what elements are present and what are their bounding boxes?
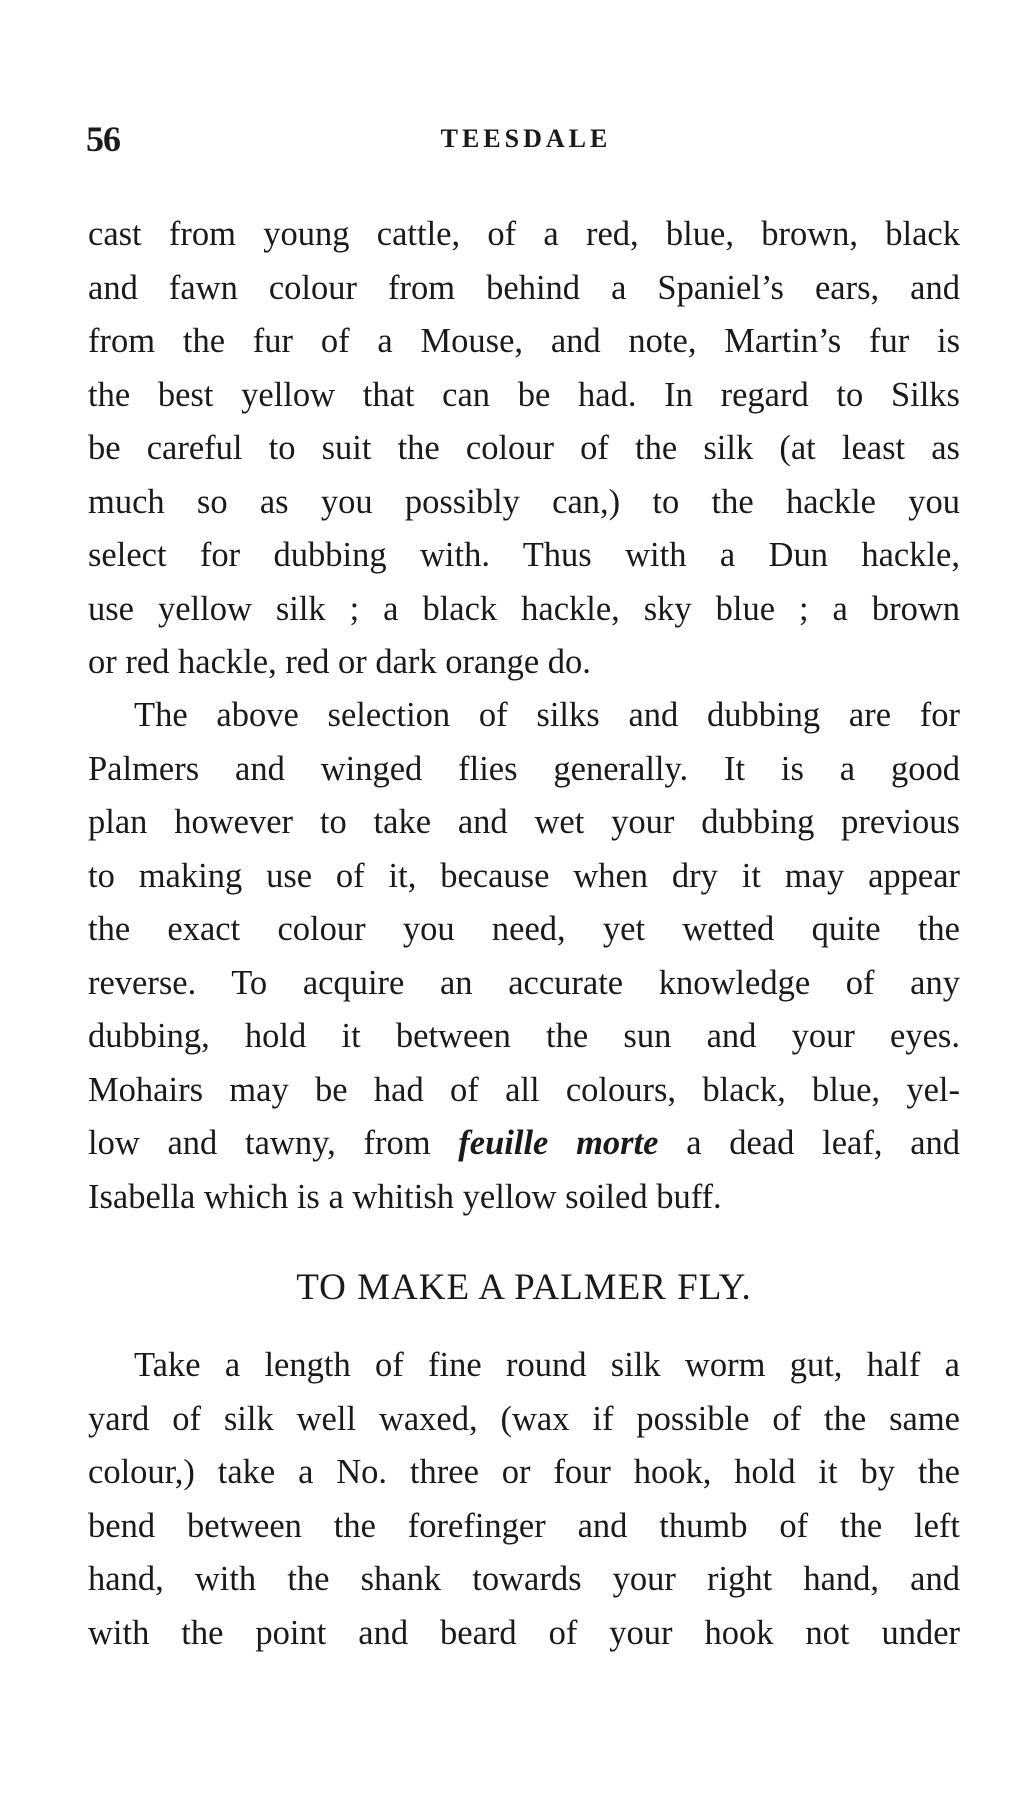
italic-phrase: feuille morte [458, 1124, 659, 1162]
text-line: reverse. To acquire an accurate knowledge of any [88, 963, 960, 1002]
text-segment: low and tawny, from [88, 1124, 459, 1162]
text-line: bend between the forefinger and thumb of the left [88, 1506, 960, 1545]
text-line: or red hackle, red or dark orange do. [88, 643, 591, 681]
running-head: TEESDALE [440, 124, 612, 153]
text-line: plan however to take and wet your dubbing previous [88, 803, 960, 841]
text-line: Isabella which is a whitish yellow soiled buff. [88, 1177, 722, 1216]
page-header [86, 118, 966, 162]
text-line: Mohairs may be had of all colours, black, blue, yel- [88, 1070, 960, 1109]
text-line: to making use of it, because when dry it may appear [88, 856, 960, 895]
text-line: Take a length of fine round silk worm gut, half a [134, 1346, 960, 1384]
text-line: colour,) take a No. three or four hook, hold it by the [88, 1453, 960, 1491]
text-line: from the fur of a Mouse, and note, Martin’s fur is [88, 322, 960, 360]
paragraph-dubbing-selection [88, 689, 960, 1224]
text-line: cast from young cattle, of a red, blue, brown, black [88, 215, 960, 253]
text-line: hand, with the shank towards your right hand, and [88, 1560, 960, 1598]
text-line: much so as you possibly can,) to the hackle you [88, 482, 960, 521]
text-line: use yellow silk ; a black hackle, sky blue ; a brown [88, 589, 960, 628]
paragraph-silks-and-fur [88, 208, 960, 690]
text-line: and fawn colour from behind a Spaniel’s ears, and [88, 268, 960, 307]
text-line: the best yellow that can be had. In regard to Silks [88, 375, 960, 414]
text-line: Palmers and winged flies generally. It is a good [88, 749, 960, 788]
text-line [88, 1117, 960, 1171]
paragraph-palmer-fly-instructions [88, 1339, 960, 1660]
text-line: with the point and beard of your hook not under [88, 1613, 960, 1652]
text-line: the exact colour you need, yet wetted quite the [88, 910, 960, 948]
section-heading: TO MAKE A PALMER FLY. [296, 1267, 752, 1308]
text-line: be careful to suit the colour of the silk (at least as [88, 429, 960, 467]
text-line: dubbing, hold it between the sun and your eyes. [88, 1017, 960, 1055]
page-number: 56 [86, 119, 120, 159]
text-line: The above selection of silks and dubbing are for [134, 696, 960, 734]
text-line: yard of silk well waxed, (wax if possible of the same [88, 1399, 960, 1438]
text-line: select for dubbing with. Thus with a Dun hackle, [88, 536, 960, 574]
text-segment: a dead leaf, and [658, 1124, 961, 1162]
